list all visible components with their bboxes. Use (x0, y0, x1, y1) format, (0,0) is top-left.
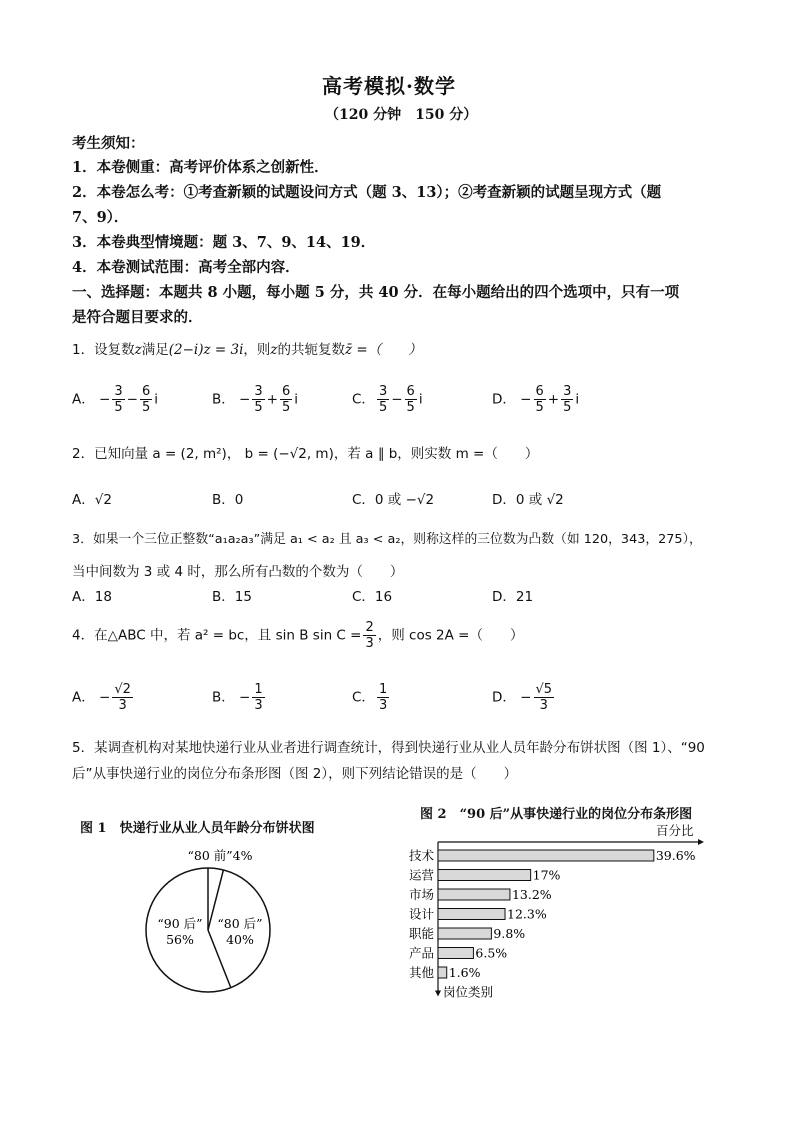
option-label: D． − (492, 689, 532, 706)
pie-value-label: 40% (226, 932, 254, 947)
q1-prefix: 1．设复数 (72, 342, 135, 358)
q4-opt-frac (534, 682, 555, 713)
q1-opt-frac-2-num: 6 (281, 384, 291, 399)
q4-option-a[interactable] (72, 682, 135, 713)
bar-value-label: 17% (532, 867, 561, 883)
notes-line-3: 3．本卷典型情境题：题 3、7、9、14、19． (72, 234, 376, 251)
q4-fraction-num: 2 (365, 620, 374, 635)
q1-opt-frac-2 (561, 384, 573, 415)
q1-opt-frac-1 (112, 384, 124, 415)
notes-line-2: 2．本卷怎么考：①考查新颖的试题设问方式（题 3、13）；②考查新颖的试题呈现方式（题 (72, 184, 662, 201)
pie-label: “90 后” (157, 916, 203, 931)
bar-y-axis-label: 岗位类别 (443, 984, 494, 1000)
bar-6 (438, 967, 447, 978)
q4-opt-frac-den: 3 (539, 698, 548, 713)
q4-opt-frac-den: 3 (118, 698, 127, 713)
q2-option-a[interactable]: A．√2 (72, 492, 112, 508)
q1-opt-frac-2 (140, 384, 152, 415)
pie-label: “80 前”4% (187, 848, 253, 863)
bar-category-label: 职能 (408, 926, 434, 941)
option-operator: + (266, 391, 278, 408)
bar-category-label: 市场 (408, 887, 434, 902)
q1-opt-frac-1 (534, 384, 546, 415)
option-unit: i (294, 391, 299, 408)
bar-value-label: 1.6% (448, 965, 481, 980)
option-operator: − (126, 391, 138, 408)
q4-opt-frac (377, 682, 389, 713)
q4-tail: ，则 cos 2A =（ ） (377, 627, 524, 644)
option-label: C． (352, 391, 375, 408)
q4-fraction-den: 3 (365, 636, 374, 651)
q1-option-c[interactable] (352, 384, 423, 415)
bar-3 (438, 909, 505, 920)
q4-prefix: 4．在△ABC 中，若 a² = bc，且 sin B sin C = (72, 627, 362, 644)
q4-opt-frac-num: √5 (535, 682, 553, 697)
q1-opt-frac-2-den: 5 (281, 400, 291, 415)
q1-var: z (134, 342, 142, 358)
q2-option-d[interactable]: D．0 或 √2 (492, 492, 564, 508)
bar-5 (438, 948, 473, 959)
question-5-line-1: 5．某调查机构对某地快递行业从业者进行调查统计，得到快递行业从业人员年龄分布饼状图（图 1）、“90 (72, 740, 705, 756)
figure-1-title: 图 1 快递行业从业人员年龄分布饼状图 (80, 821, 315, 836)
bar-value-label: 9.8% (493, 926, 526, 941)
q1-option-d[interactable] (492, 384, 579, 415)
option-unit: i (575, 391, 580, 408)
option-label: C． (352, 689, 375, 706)
q1-opt-frac-1-num: 3 (378, 384, 388, 399)
q4-opt-frac-den: 3 (378, 698, 388, 713)
q3-option-b[interactable]: B．15 (212, 589, 252, 605)
bar-category-label: 运营 (408, 867, 434, 883)
bar-value-label: 39.6% (655, 848, 696, 863)
q4-opt-frac (252, 682, 264, 713)
q4-opt-frac-num: 1 (378, 682, 388, 697)
q3-option-c[interactable]: C．16 (352, 589, 393, 605)
q1-opt-frac-2-num: 6 (141, 384, 151, 399)
q1-option-b[interactable] (212, 384, 298, 415)
question-3-line-1: 3．如果一个三位正整数“a₁a₂a₃”满足 a₁ < a₂ 且 a₃ < a₂，则称这样的三位数为凸数（如 120，343，275）， (72, 532, 702, 547)
option-label: A． − (72, 689, 111, 706)
option-label: B． − (212, 391, 251, 408)
option-label: D． − (492, 391, 532, 408)
q4-option-d[interactable] (492, 682, 556, 713)
bar-4 (438, 928, 491, 939)
exam-duration: （120 分钟 150 分） (325, 107, 478, 123)
page-title: 高考模拟·数学 (322, 74, 456, 98)
q1-opt-frac-2-den: 5 (406, 400, 415, 415)
question-1 (72, 338, 422, 358)
pie-label: “80 后” (217, 916, 263, 931)
option-operator: − (391, 391, 403, 408)
q1-opt-frac-1-den: 5 (378, 400, 388, 415)
q3-option-d[interactable]: D．21 (492, 589, 534, 605)
y-axis-arrow-icon (435, 991, 441, 997)
q4-option-b[interactable] (212, 682, 267, 713)
q4-opt-frac-den: 3 (254, 698, 263, 713)
q1-opt-frac-1-num: 3 (114, 384, 123, 399)
notes-line-4: 4．本卷测试范围：高考全部内容． (72, 259, 300, 276)
q4-opt-frac (112, 682, 133, 713)
option-label: A． − (72, 391, 111, 408)
q4-option-c[interactable] (352, 682, 391, 713)
q1-equation: (2−i)z = 3i (168, 342, 244, 358)
question-4 (72, 620, 523, 651)
x-axis-arrow-icon (698, 839, 704, 845)
q1-opt-frac-1-num: 3 (254, 384, 263, 399)
question-2: 2．已知向量 a = (2, m²)， b = (−√2, m)，若 a ∥ b，则实数 m =（ ） (72, 446, 539, 462)
figure-2-bar-chart (398, 822, 718, 1002)
bar-value-label: 13.2% (511, 887, 552, 902)
option-unit: i (154, 391, 158, 408)
q1-opt-frac-2-den: 5 (563, 400, 572, 415)
q2-option-b[interactable]: B．0 (212, 492, 244, 508)
q1-opt-frac-2-num: 6 (406, 384, 415, 399)
bar-category-label: 其他 (408, 965, 434, 980)
q1-opt-frac-1-den: 5 (254, 400, 263, 415)
figure-2-title: 图 2 “90 后”从事快递行业的岗位分布条形图 (420, 807, 693, 822)
q1-option-a[interactable] (72, 384, 158, 415)
q1-cond: 满足 (141, 342, 169, 358)
bar-category-label: 技术 (408, 848, 434, 863)
pie-value-label: 56% (166, 932, 194, 947)
q1-mid: ，则 (243, 342, 271, 358)
notes-heading: 考生须知： (72, 135, 145, 152)
q1-opt-frac-2 (280, 384, 292, 415)
q1-opt-frac-2-den: 5 (141, 400, 151, 415)
notes-line-2b: 7、9）． (72, 209, 129, 226)
question-3-line-2: 当中间数为 3 或 4 时，那么所有凸数的个数为（ ） (72, 564, 404, 580)
notes-line-1: 1．本卷侧重：高考评价体系之创新性． (72, 159, 329, 176)
bar-category-label: 产品 (408, 945, 434, 961)
q2-option-c[interactable]: C．0 或 −√2 (352, 492, 435, 508)
q4-opt-frac-num: √2 (114, 682, 131, 697)
question-5-line-2: 后”从事快递行业的岗位分布条形图（图 2），则下列结论错误的是（ ） (72, 766, 518, 782)
option-operator: + (547, 391, 560, 408)
bar-x-axis-label: 百分比 (656, 823, 694, 838)
bar-value-label: 6.5% (475, 945, 508, 961)
option-unit: i (418, 391, 423, 408)
q4-fraction (363, 620, 375, 651)
q1-opt-frac-1 (377, 384, 389, 415)
bar-2 (438, 889, 510, 900)
q3-option-a[interactable]: A．18 (72, 589, 112, 605)
section-heading-line-1: 一、选择题：本题共 8 小题，每小题 5 分，共 40 分．在每小题给出的四个选项中，只有一项 (72, 284, 680, 301)
q1-opt-frac-1-den: 5 (535, 400, 544, 415)
q1-opt-frac-1-den: 5 (114, 400, 123, 415)
bar-category-label: 设计 (408, 906, 434, 922)
bar-1 (438, 870, 531, 881)
figure-1-pie-chart (120, 840, 350, 1000)
q1-opt-frac-1-num: 6 (535, 384, 544, 399)
section-heading-line-2: 是符合题目要求的． (72, 309, 203, 326)
q1-opt-frac-2-num: 3 (563, 384, 572, 399)
option-label: B． − (212, 689, 251, 706)
bar-value-label: 12.3% (507, 906, 547, 922)
q1-tail: 的共轭复数 (277, 342, 346, 358)
bar-0 (438, 850, 654, 861)
q4-opt-frac-num: 1 (254, 682, 263, 697)
q1-conj: z̄ =（ ） (345, 342, 422, 358)
q1-opt-frac-1 (252, 384, 264, 415)
q1-opt-frac-2 (405, 384, 417, 415)
q1-var-2: z (270, 342, 278, 358)
